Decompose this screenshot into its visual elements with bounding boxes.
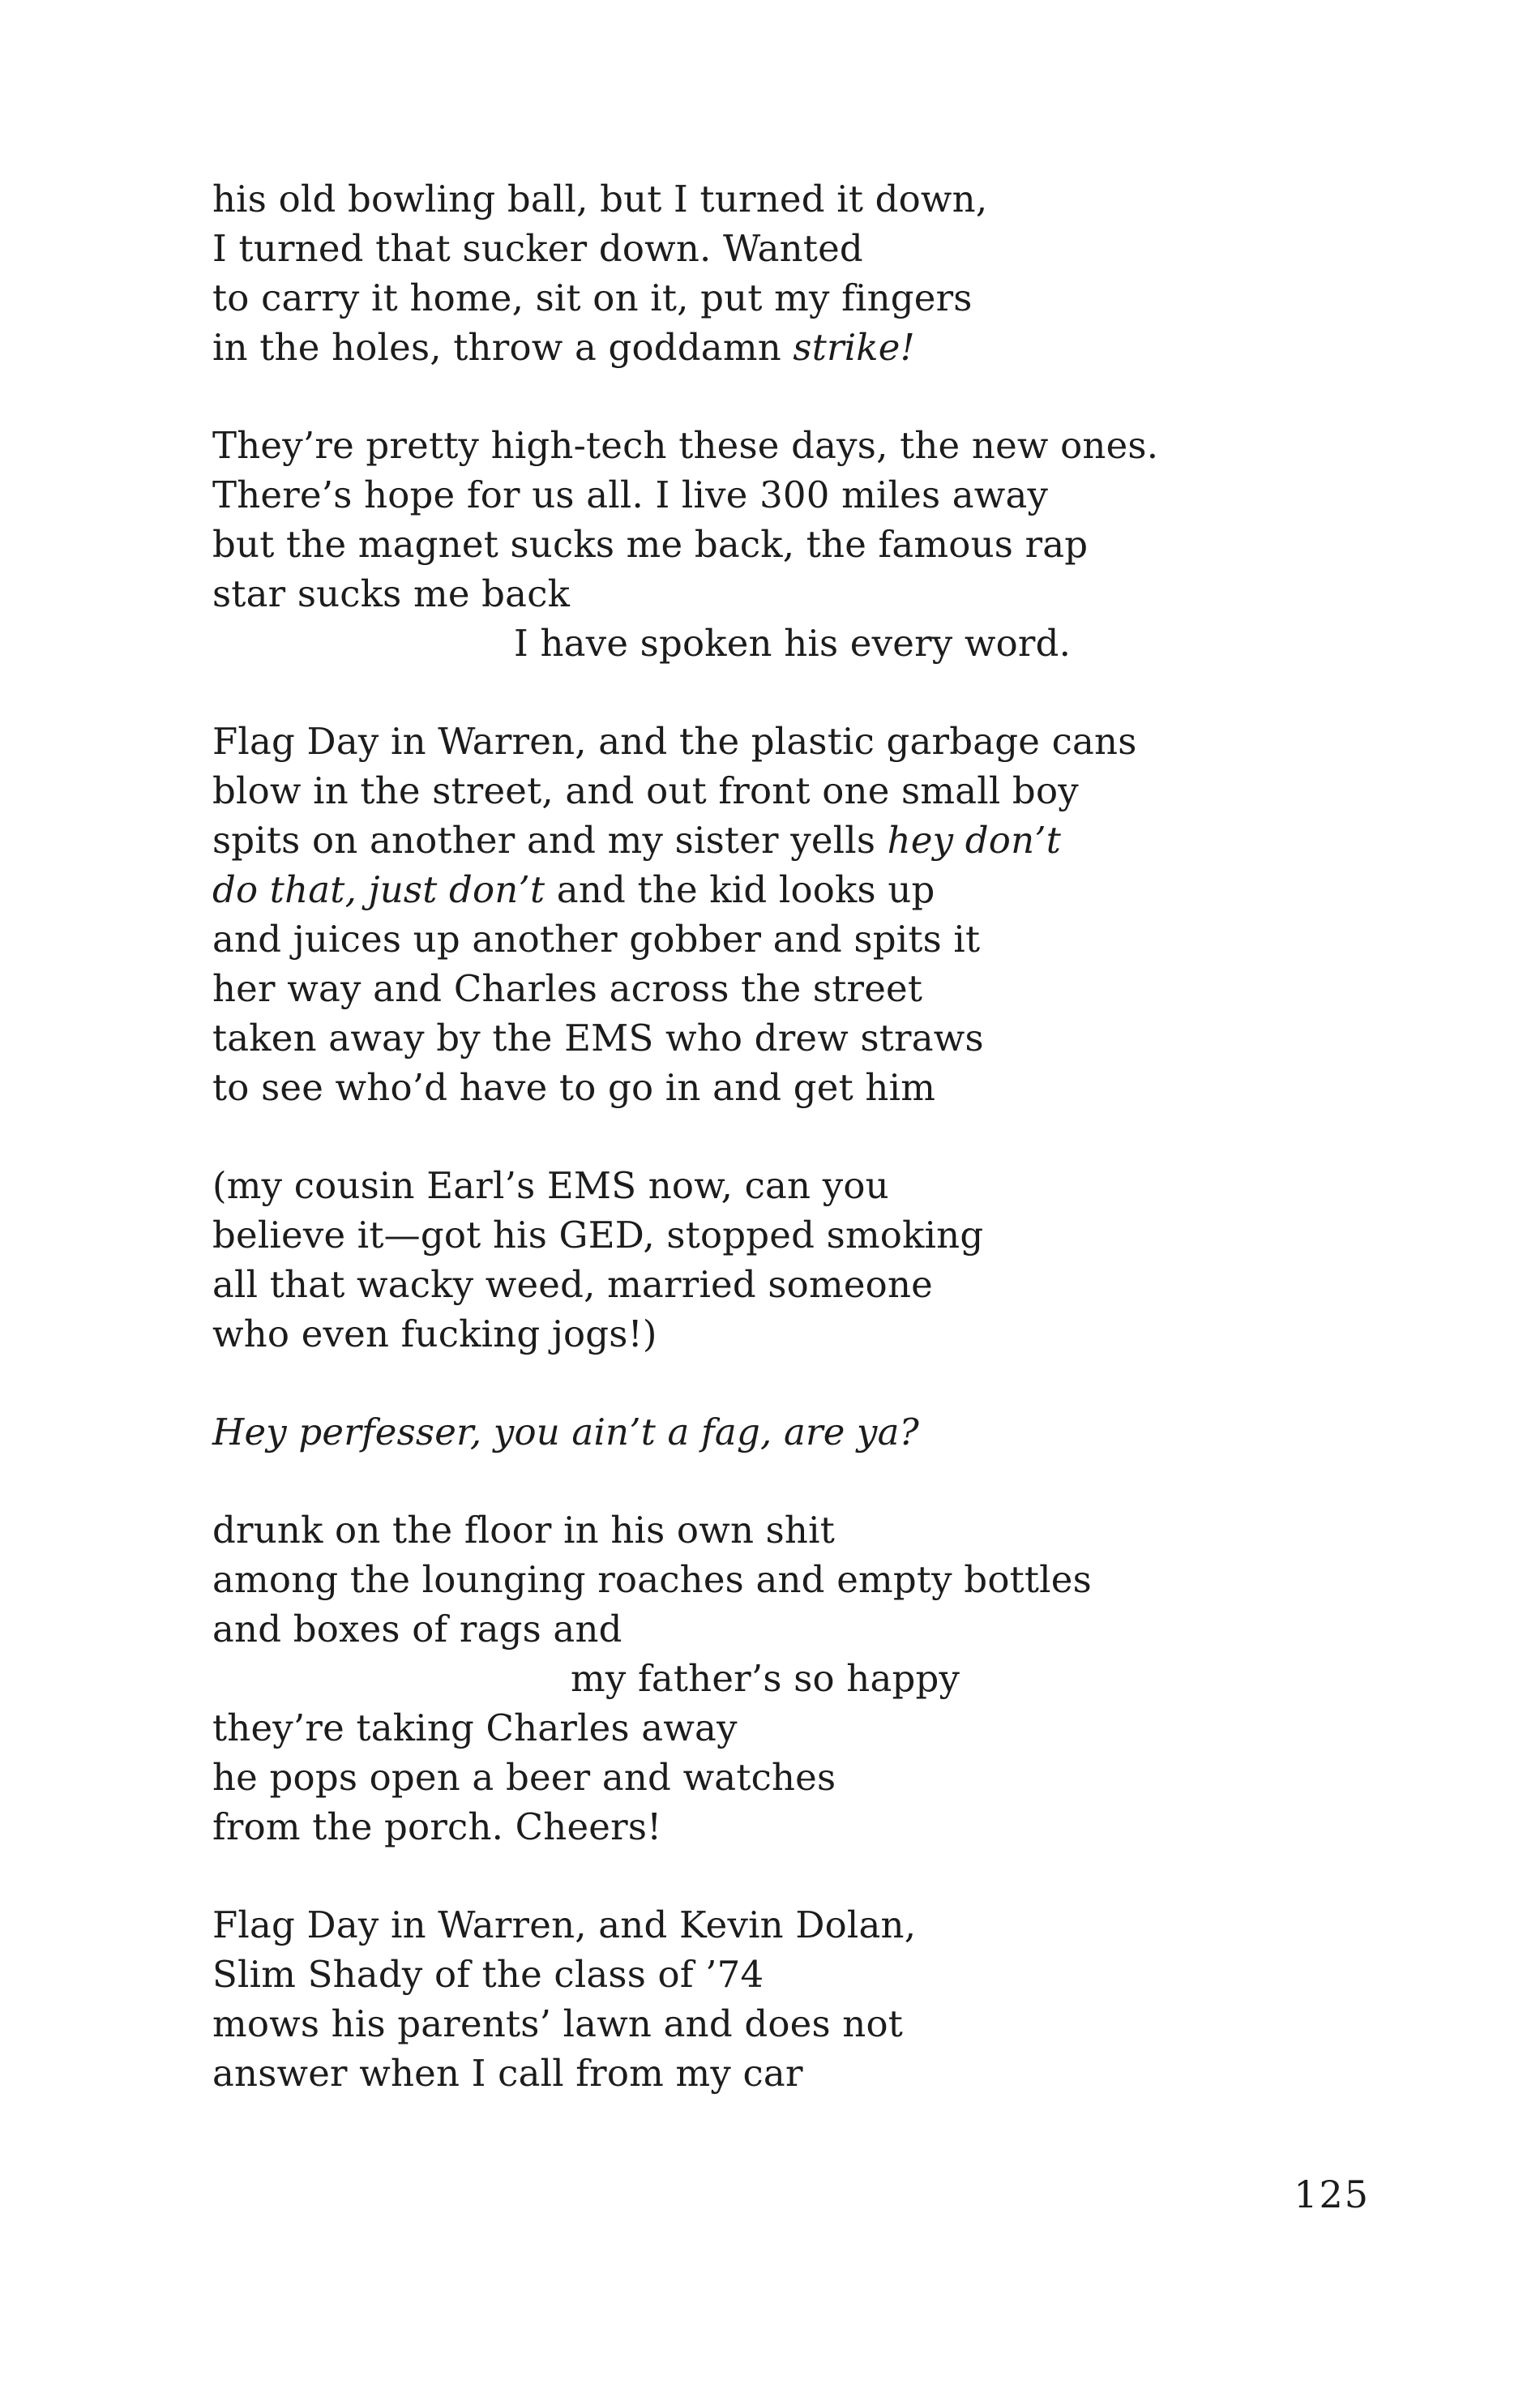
line-segment: in the holes, throw a goddamn bbox=[212, 326, 794, 369]
stanza bbox=[212, 421, 1347, 668]
poem-line: taken away by the EMS who drew straws bbox=[212, 1017, 984, 1060]
stanza bbox=[212, 717, 1347, 1112]
poem-line: Slim Shady of the class of ’74 bbox=[212, 1953, 764, 1996]
poem-line: his old bowling ball, but I turned it down, bbox=[212, 178, 988, 220]
italic-segment: hey don’t bbox=[887, 819, 1062, 862]
poem-line bbox=[212, 865, 1347, 914]
poem-line: and boxes of rags and bbox=[212, 1608, 622, 1650]
poem-line: blow in the street, and out front one small boy bbox=[212, 769, 1079, 812]
stanza bbox=[212, 1407, 1347, 1457]
poem-line: but the magnet sucks me back, the famous rap bbox=[212, 523, 1089, 566]
italic-segment: strike! bbox=[793, 326, 915, 369]
poem-body bbox=[212, 174, 1347, 2147]
poem-line: mows his parents’ lawn and does not bbox=[212, 2002, 904, 2045]
poem-line: believe it—got his GED, stopped smoking bbox=[212, 1214, 984, 1257]
poem-line: my father’s so happy bbox=[571, 1657, 960, 1700]
poem-line bbox=[212, 1407, 1347, 1457]
poem-line: answer when I call from my car bbox=[212, 2052, 803, 2095]
poem-line: Flag Day in Warren, and the plastic garbage cans bbox=[212, 720, 1137, 763]
stanza bbox=[212, 1900, 1347, 2098]
poem-line: I turned that sucker down. Wanted bbox=[212, 227, 863, 270]
stanza bbox=[212, 1505, 1347, 1852]
poem-line: who even fucking jogs!) bbox=[212, 1312, 657, 1355]
poem-line: I have spoken his every word. bbox=[514, 622, 1072, 665]
stanza bbox=[212, 174, 1347, 372]
poem-line: (my cousin Earl’s EMS now, can you bbox=[212, 1164, 889, 1207]
poem-line: they’re taking Charles away bbox=[212, 1706, 738, 1749]
poem-line: and juices up another gobber and spits it bbox=[212, 918, 981, 961]
page-number: 125 bbox=[1294, 2173, 1370, 2216]
stanza bbox=[212, 1161, 1347, 1359]
line-segment: and the kid looks up bbox=[545, 868, 935, 911]
poem-line: star sucks me back bbox=[212, 572, 571, 615]
poem-line: drunk on the floor in his own shit bbox=[212, 1509, 835, 1552]
poem-line: among the lounging roaches and empty bottles bbox=[212, 1558, 1092, 1601]
italic-segment: do that, just don’t bbox=[212, 868, 545, 911]
poem-line: all that wacky weed, married someone bbox=[212, 1263, 933, 1306]
poem-line: he pops open a beer and watches bbox=[212, 1756, 836, 1799]
poem-line bbox=[212, 323, 1347, 372]
italic-segment: Hey perfesser, you ain’t a fag, are ya? bbox=[212, 1411, 920, 1454]
poem-line: There’s hope for us all. I live 300 miles away bbox=[212, 473, 1049, 516]
poem-line: from the porch. Cheers! bbox=[212, 1805, 662, 1848]
poem-line: her way and Charles across the street bbox=[212, 967, 923, 1010]
poem-line: Flag Day in Warren, and Kevin Dolan, bbox=[212, 1903, 917, 1946]
poem-line: to carry it home, sit on it, put my fingers bbox=[212, 276, 973, 319]
line-segment: spits on another and my sister yells bbox=[212, 819, 888, 862]
poem-line: They’re pretty high-tech these days, the new ones. bbox=[212, 424, 1159, 467]
poem-line: to see who’d have to go in and get him bbox=[212, 1066, 936, 1109]
poem-line bbox=[212, 816, 1347, 865]
